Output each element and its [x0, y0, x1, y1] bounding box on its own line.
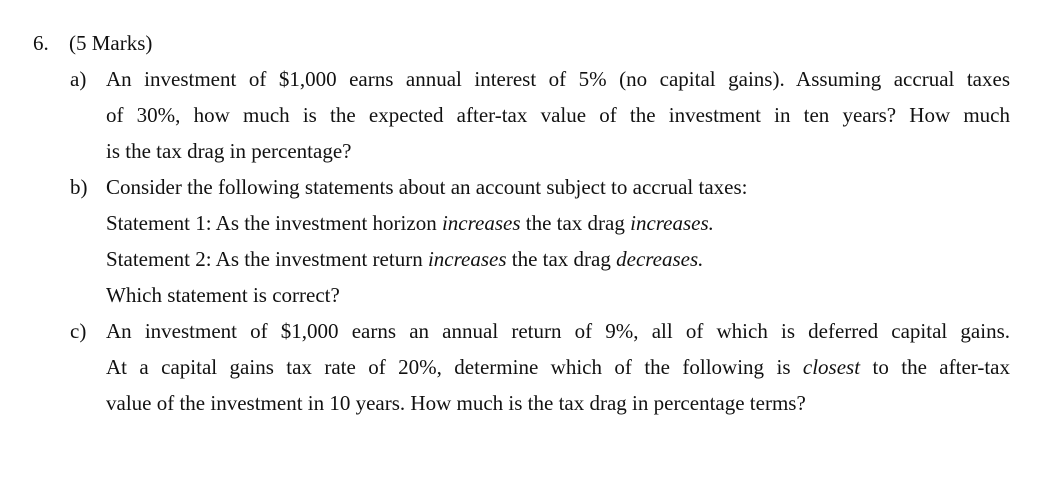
part-a-line-3: is the tax drag in percentage? [106, 139, 352, 163]
part-c-line-2-emphasis: closest [802, 355, 861, 379]
part-c-line-3: value of the investment in 10 years. How much is the tax drag in percentage terms? [106, 391, 806, 415]
part-c-line-1: An investment of $1,000 earns an annual return of 9%, all of which is deferred capital gains. [106, 319, 1010, 343]
statement-1-prefix: Statement 1: As the investment horizon [106, 211, 442, 235]
part-a-label: a) [70, 67, 87, 91]
part-b-intro: Consider the following statements about an account subject to accrual taxes: [106, 175, 748, 199]
statement-2-emphasis-1: increases [427, 247, 507, 271]
part-b-label: b) [70, 175, 88, 199]
statement-2-middle: the tax drag [506, 247, 617, 271]
part-b-statement-1 [106, 211, 714, 235]
statement-2-prefix: Statement 2: As the investment return [106, 247, 428, 271]
statement-1-emphasis-2: increases. [630, 211, 714, 235]
part-b-statement-2 [106, 247, 703, 271]
part-c-line-2-suffix: to the after-tax [860, 355, 1010, 379]
question-number: 6. [33, 31, 49, 55]
statement-1-emphasis-1: increases [441, 211, 521, 235]
part-c-label: c) [70, 319, 87, 343]
part-c-line-2-prefix: At a capital gains tax rate of 20%, determine which of the following is [106, 355, 803, 379]
part-a-line-2: of 30%, how much is the expected after-tax value of the investment in ten years? How much [106, 103, 1010, 127]
part-c-line-2 [106, 355, 1010, 379]
statement-1-middle: the tax drag [520, 211, 631, 235]
part-b-question: Which statement is correct? [106, 283, 340, 307]
statement-2-emphasis-2: decreases. [616, 247, 704, 271]
part-a-line-1: An investment of $1,000 earns annual interest of 5% (no capital gains). Assuming accrual taxes [106, 67, 1010, 91]
question-marks: (5 Marks) [69, 31, 153, 55]
